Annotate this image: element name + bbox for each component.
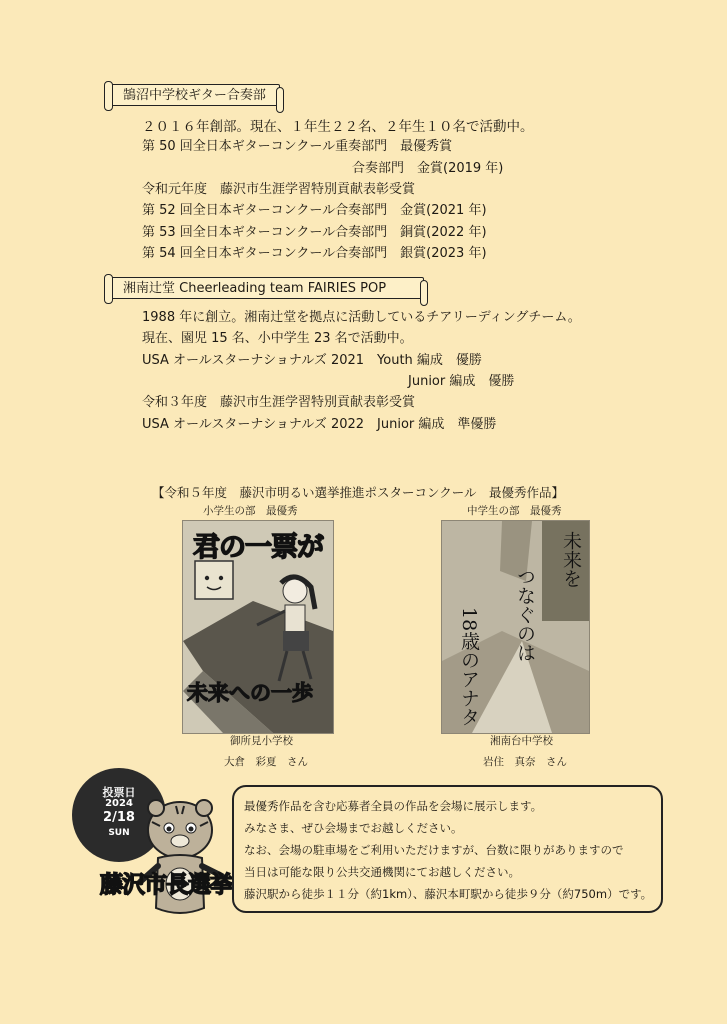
elementary-award-label: 小学生の部 最優秀 [203,505,298,517]
badge-day: SUN [108,828,130,838]
badge-year: 2024 [105,798,133,809]
elementary-student-name: 大倉 彩夏 さん [224,756,308,768]
guitar-line-1: ２０１６年創部。現在、１年生２２名、２年生１０名で活動中。 [142,119,534,135]
poster-contest-heading: 【令和５年度 藤沢市明るい選挙推進ポスターコンクール 最優秀作品】 [152,485,565,500]
guitar-line-3: 合奏部門 金賞(2019 年) [352,161,504,176]
tiger-mascot-icon [132,796,228,926]
cheer-line-2: 現在、園児 15 名、小中学生 23 名で活動中。 [142,331,413,346]
guitar-line-6: 第 53 回全日本ギターコンクール合奏部門 銅賞(2022 年) [142,225,487,240]
election-logo-text: 藤沢市長選挙 [100,872,232,898]
notice-line-2: みなさま、ぜひ会場までお越しください。 [244,821,463,835]
junior-high-poster-text-2: つなぐのは [514,567,536,662]
elementary-poster-image [182,520,334,734]
guitar-line-2: 第 50 回全日本ギターコンクール重奏部門 最優秀賞 [142,139,453,154]
guitar-line-5: 第 52 回全日本ギターコンクール合奏部門 金賞(2021 年) [142,203,487,218]
guitar-line-7: 第 54 回全日本ギターコンクール合奏部門 銀賞(2023 年) [142,246,487,261]
guitar-line-4: 令和元年度 藤沢市生涯学習特別貢献表彰受賞 [142,182,416,197]
junior-high-school-name: 湘南台中学校 [490,735,553,747]
junior-high-award-label: 中学生の部 最優秀 [467,505,562,517]
junior-high-student-name: 岩住 真奈 さん [483,756,567,768]
junior-high-poster-text-1: 未来を [560,531,582,588]
notice-line-4: 当日は可能な限り公共交通機関にてお越しください。 [244,865,520,879]
junior-high-poster-text-3: 18歳のアナタ [458,607,480,727]
cheer-line-6: USA オールスターナショナルズ 2022 Junior 編成 準優勝 [142,417,497,432]
section-title-guitar-club: 鵠沼中学校ギター合奏部 [108,84,280,106]
notice-line-3: なお、会場の駐車場をご利用いただけますが、台数に限りがありますので [244,843,624,857]
section-title-cheer-team: 湘南辻堂 Cheerleading team FAIRIES POP [108,277,424,299]
elementary-school-name: 御所見小学校 [230,735,293,747]
badge-label: 投票日 [102,786,136,799]
badge-date: 2/18 [103,810,135,825]
cheer-line-1: 1988 年に創立。湘南辻堂を拠点に活動しているチアリーディングチーム。 [142,310,581,325]
cheer-line-4: Junior 編成 優勝 [408,374,515,389]
exhibition-notice-box [232,785,663,913]
notice-line-5: 藤沢駅から徒歩１１分（約1km）、藤沢本町駅から徒歩９分（約750m）です。 [244,887,653,901]
cheer-line-5: 令和３年度 藤沢市生涯学習特別貢献表彰受賞 [142,395,416,410]
elementary-poster-top-text: 君の一票が [193,532,323,563]
notice-line-1: 最優秀作品を含む応募者全員の作品を会場に展示します。 [244,799,543,813]
junior-high-poster-image [441,520,590,734]
cheer-line-3: USA オールスターナショナルズ 2021 Youth 編成 優勝 [142,353,482,368]
elementary-poster-bottom-text: 未来への一歩 [187,681,313,705]
